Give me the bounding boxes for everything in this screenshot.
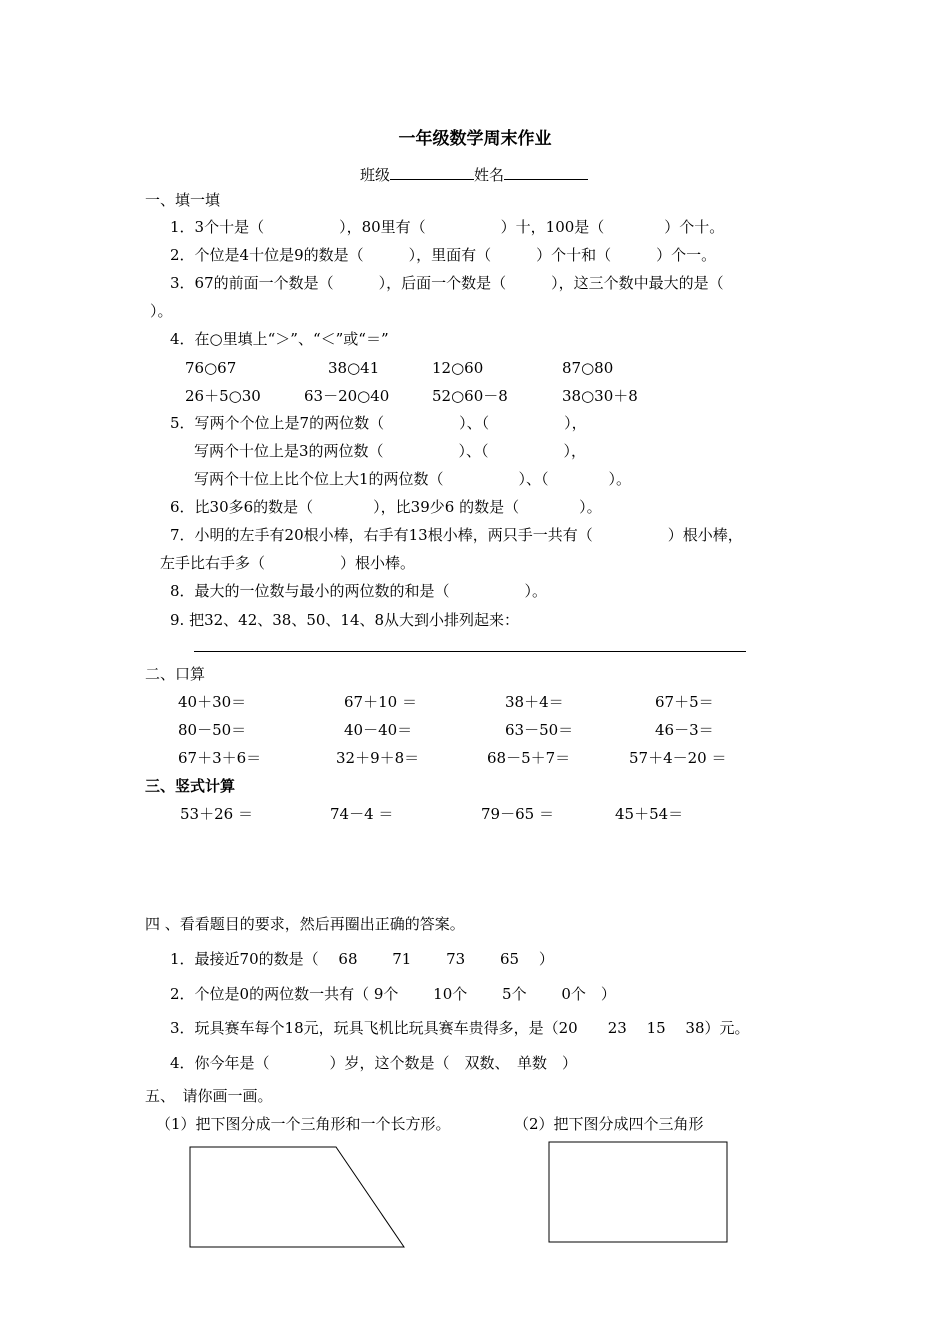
mental-math-item: 40－40＝ [344, 721, 413, 739]
compare-item: 87○80 [562, 359, 614, 377]
mental-math-item: 57＋4－20 ＝ [629, 749, 727, 767]
mental-math-item: 67＋10 ＝ [344, 693, 417, 711]
question-1-3-cont: ）。 [150, 302, 173, 320]
vertical-calc-item: 45＋54＝ [615, 805, 684, 823]
drawing-prompt-1: （1）把下图分成一个三角形和一个长方形。 [156, 1115, 451, 1133]
mental-math-item: 68－5＋7＝ [487, 749, 571, 767]
mental-math-item: 63－50＝ [505, 721, 574, 739]
question-1-5c: 写两个十位上比个位上大1的两位数（ ）、（ ）。 [194, 470, 632, 488]
question-1-6: 6．比30多6的数是（ ），比39少6 的数是（ ）。 [170, 498, 602, 516]
compare-item: 38○30＋8 [562, 387, 638, 405]
mental-math-item: 32＋9＋8＝ [336, 749, 420, 767]
drawing-prompt-2: （2）把下图分成四个三角形 [514, 1115, 704, 1133]
question-4-2: 2．个位是0的两位数一共有（ 9个 10个 5个 0个 ） [170, 985, 616, 1003]
question-4-1: 1．最接近70的数是（ 68 71 73 65 ） [170, 950, 554, 968]
vertical-calc-item: 79－65 ＝ [481, 805, 554, 823]
class-label: 班级 [360, 166, 391, 184]
compare-item: 12○60 [432, 359, 484, 377]
section-5-heading: 五、 请你画一画。 [145, 1087, 273, 1105]
vertical-calc-item: 74－4 ＝ [330, 805, 394, 823]
question-1-1: 1．3个十是（ ），80里有（ ）十，100是（ ）个十。 [170, 218, 725, 236]
compare-item: 76○67 [185, 359, 237, 377]
mental-math-item: 67＋5＝ [655, 693, 714, 711]
vertical-calc-item: 53＋26 ＝ [180, 805, 253, 823]
compare-item: 52○60－8 [432, 387, 508, 405]
mental-math-item: 80－50＝ [178, 721, 247, 739]
section-4-heading: 四 、看看题目的要求，然后再圈出正确的答案。 [145, 915, 465, 933]
question-1-7b: 左手比右手多（ ）根小棒。 [160, 554, 416, 572]
question-1-8: 8．最大的一位数与最小的两位数的和是（ ）。 [170, 582, 548, 600]
trapezoid-figure[interactable] [190, 1147, 404, 1247]
compare-item: 63－20○40 [304, 387, 390, 405]
mental-math-item: 38＋4＝ [505, 693, 564, 711]
question-4-4: 4．你今年是（ ）岁，这个数是（ 双数、 单数 ） [170, 1054, 578, 1072]
question-4-3: 3．玩具赛车每个18元，玩具飞机比玩具赛车贵得多，是（20 23 15 38）元。 [170, 1019, 750, 1037]
section-1-heading: 一、填一填 [145, 191, 221, 209]
page-title: 一年级数学周末作业 [398, 129, 552, 149]
mental-math-item: 40＋30＝ [178, 693, 247, 711]
question-1-9: 9. 把32、42、38、50、14、8从大到小排列起来： [170, 611, 520, 629]
name-label: 姓名 [474, 166, 505, 184]
question-1-3: 3．67的前面一个数是（ ），后面一个数是（ ），这三个数中最大的是（ [170, 274, 724, 292]
question-1-2: 2．个位是4十位是9的数是（ ），里面有（ ）个十和（ ）个一。 [170, 246, 717, 264]
question-1-5a: 5．写两个个位上是7的两位数（ ）、（ ）， [170, 414, 587, 432]
question-1-7a: 7．小明的左手有20根小棒，右手有13根小棒，两只手一共有（ ）根小棒， [170, 526, 743, 544]
question-1-5b: 写两个十位上是3的两位数（ ）、（ ）， [194, 442, 587, 460]
compare-item: 26＋5○30 [185, 387, 261, 405]
section-3-heading: 三、竖式计算 [145, 777, 236, 795]
section-2-heading: 二、口算 [145, 665, 206, 683]
compare-item: 38○41 [328, 359, 380, 377]
mental-math-item: 67＋3＋6＝ [178, 749, 262, 767]
mental-math-item: 46－3＝ [655, 721, 714, 739]
question-1-4: 4．在○里填上“＞”、“＜”或“＝” [170, 330, 389, 348]
square-figure[interactable] [549, 1142, 727, 1242]
